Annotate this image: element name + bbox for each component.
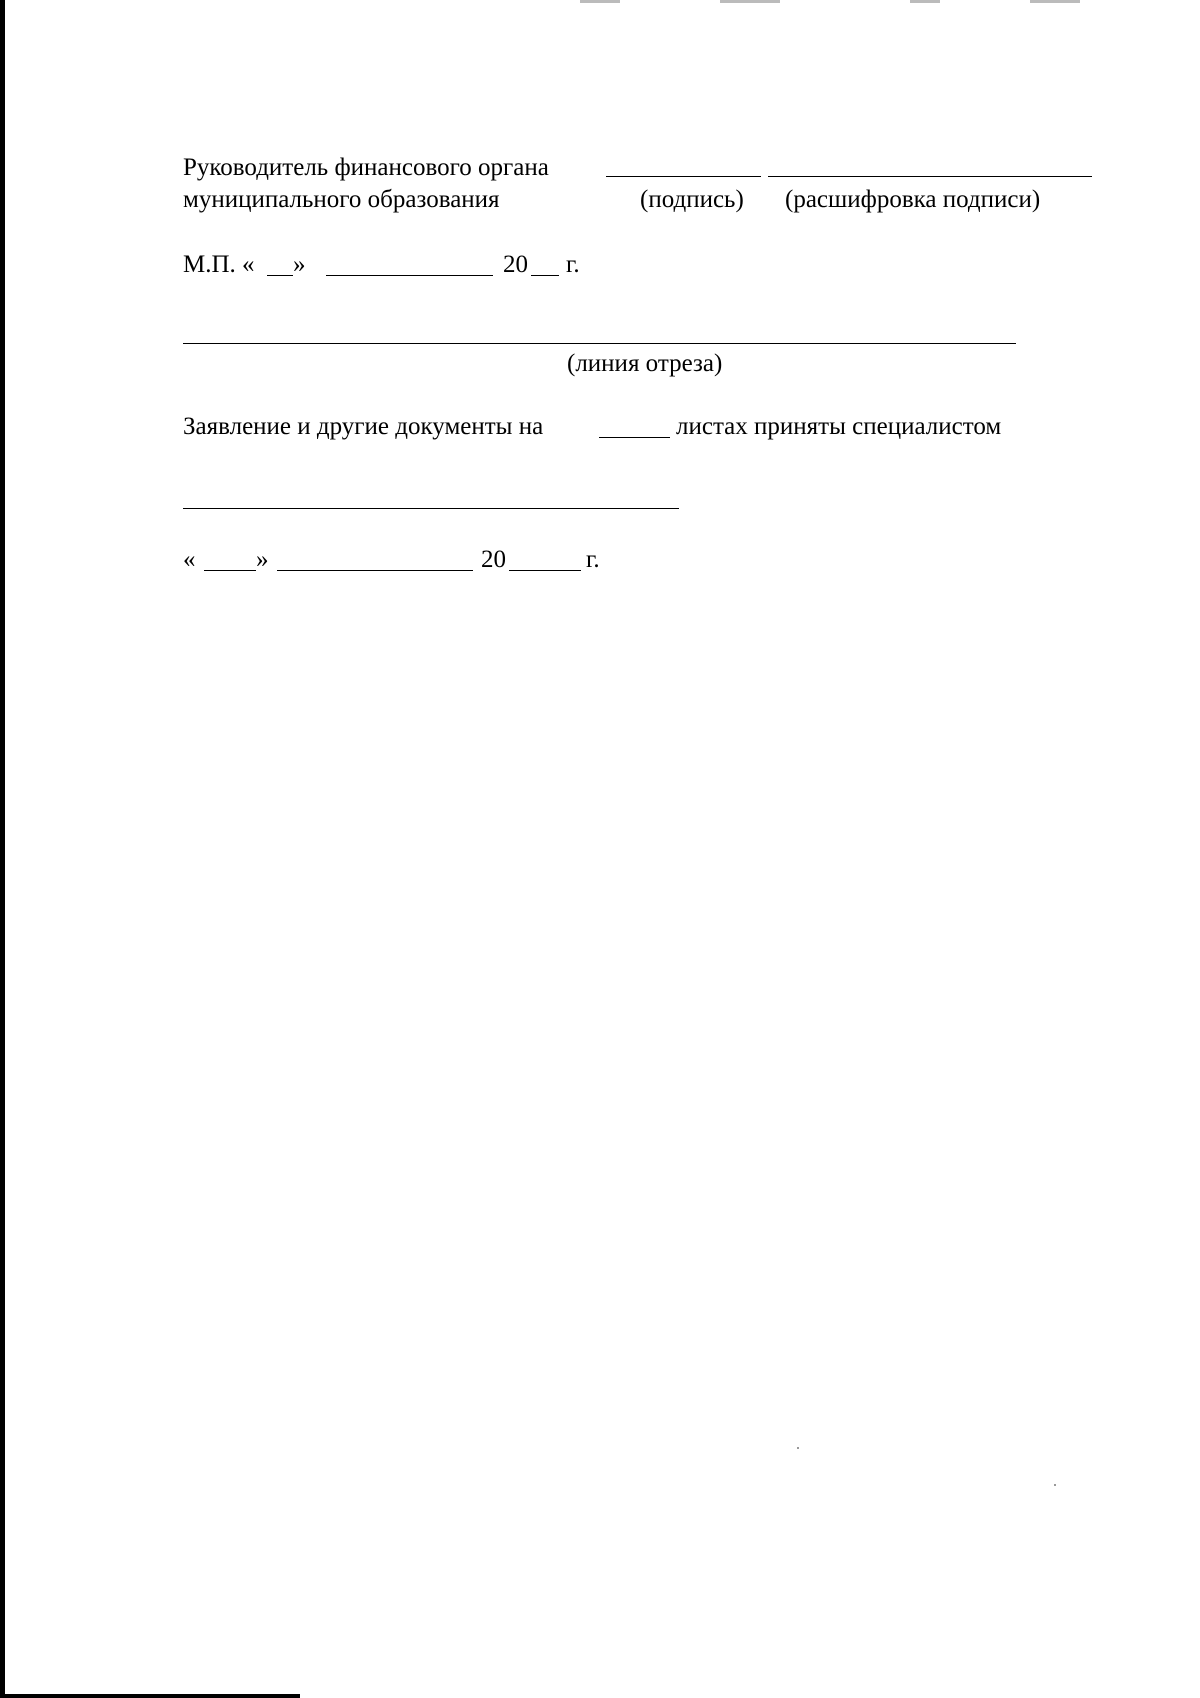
seal-year-field-line xyxy=(531,275,559,276)
seal-day-close-quote: » xyxy=(293,251,306,278)
seal-mark: М.П. « xyxy=(183,251,255,278)
scan-noise xyxy=(720,0,780,3)
receipt-year-prefix: 20 xyxy=(481,546,506,573)
receipt-day-field-line xyxy=(204,570,256,571)
receipt-year-suffix: г. xyxy=(586,546,600,573)
seal-month-field-line xyxy=(326,275,493,276)
head-title-line-1: Руководитель финансового органа xyxy=(183,154,549,181)
signature-decoding-caption: (расшифровка подписи) xyxy=(785,186,1041,213)
signature-decoding-field-line xyxy=(768,176,1092,177)
scan-speck xyxy=(797,1447,799,1449)
scan-noise xyxy=(910,0,940,3)
scan-noise xyxy=(580,0,620,3)
signature-caption: (подпись) xyxy=(640,186,744,213)
receipt-date-open-quote: « xyxy=(183,546,196,573)
scan-noise xyxy=(1030,0,1080,3)
seal-day-field-line xyxy=(267,275,293,276)
signature-field-line xyxy=(606,176,761,177)
receipt-sheets-count-line xyxy=(599,437,670,438)
scan-edge-left xyxy=(0,0,5,1698)
receipt-year-field-line xyxy=(509,570,581,571)
seal-year-suffix: г. xyxy=(566,251,580,278)
seal-year-prefix: 20 xyxy=(503,251,528,278)
specialist-field-line xyxy=(183,508,679,509)
receipt-text-end: листах приняты специалистом xyxy=(676,413,1002,440)
scan-speck xyxy=(1054,1484,1056,1486)
cut-line xyxy=(183,343,1016,344)
cut-line-caption: (линия отреза) xyxy=(567,350,723,377)
receipt-date-close-quote: » xyxy=(256,546,269,573)
head-title-line-2: муниципального образования xyxy=(183,186,500,213)
receipt-text-start: Заявление и другие документы на xyxy=(183,413,544,440)
scan-edge-bottom xyxy=(0,1694,300,1698)
receipt-month-field-line xyxy=(277,570,473,571)
